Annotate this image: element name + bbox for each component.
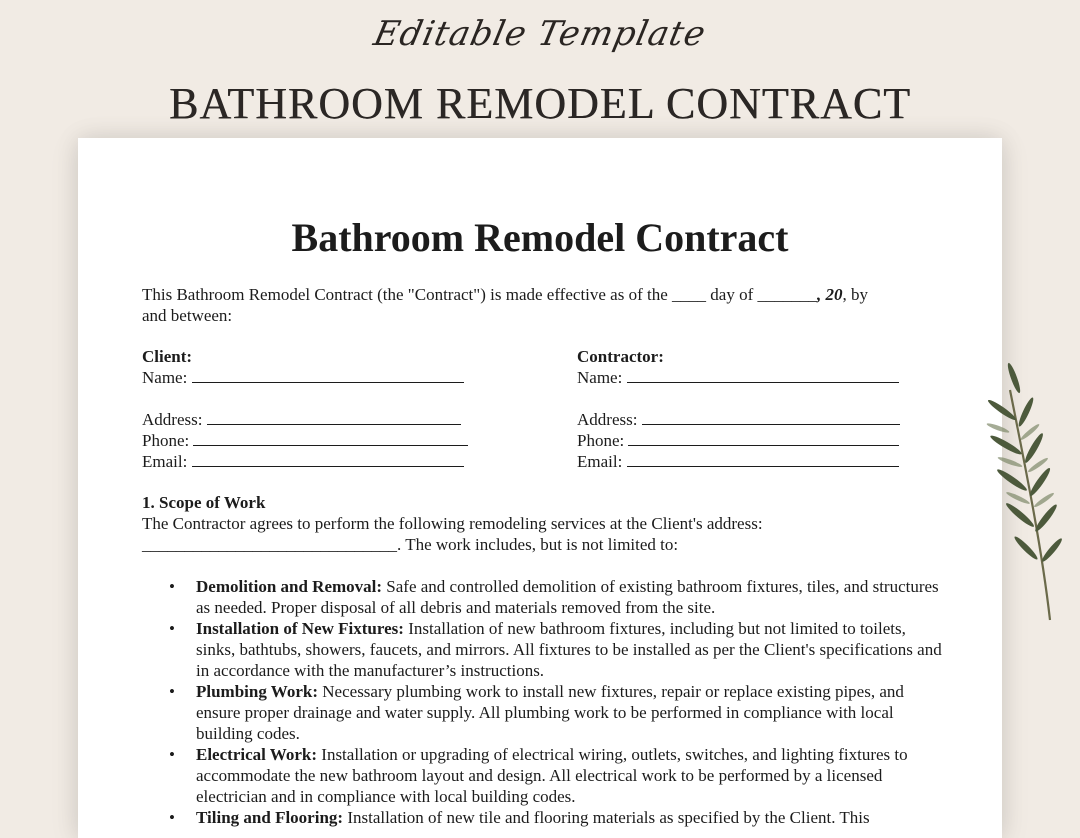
client-phone-field[interactable] xyxy=(193,431,468,446)
client-name-row xyxy=(142,367,502,388)
client-phone-label: Phone: xyxy=(142,431,190,450)
client-address-label: Address: xyxy=(142,410,203,429)
scope-heading: 1. Scope of Work xyxy=(142,493,266,512)
contractor-phone-row xyxy=(577,430,937,451)
bullet-dot-icon: • xyxy=(169,682,175,701)
bullet-dot-icon: • xyxy=(169,619,175,638)
client-heading: Client: xyxy=(142,347,193,366)
bullet-text: Installation of new bathroom fixtures, including but not limited to toilets, sinks, bathtubs, showers, faucets, and mirrors. All fixtures to be installed as per the Client's specifications and in accordance with the manufacturer’s instructions. xyxy=(196,619,942,680)
list-item xyxy=(142,576,942,618)
contractor-email-row xyxy=(577,451,937,472)
contractor-phone-label: Phone: xyxy=(577,431,625,450)
contractor-block xyxy=(577,346,937,472)
bullet-text: Safe and controlled demolition of existing bathroom fixtures, tiles, and structures as needed. Proper disposal of all debris and materials removed from the site. xyxy=(196,577,939,617)
document-title: Bathroom Remodel Contract xyxy=(291,215,789,260)
banner-main-title: BATHROOM REMODEL CONTRACT xyxy=(168,79,912,128)
bullet-text: Necessary plumbing work to install new fixtures, repair or replace existing pipes, and ensure proper drainage and water supply. All plumbing work to be performed in compliance with local building codes. xyxy=(196,682,904,743)
list-item xyxy=(142,744,942,807)
contractor-name-label: Name: xyxy=(577,368,623,387)
contractor-name-field[interactable] xyxy=(627,368,899,383)
list-item xyxy=(142,807,942,828)
scope-section xyxy=(142,492,932,555)
client-email-label: Email: xyxy=(142,452,188,471)
contractor-phone-field[interactable] xyxy=(628,431,899,446)
contractor-address-label: Address: xyxy=(577,410,638,429)
intro-year: , 20 xyxy=(816,285,843,304)
banner-script-title: Editable Template xyxy=(370,14,710,54)
contractor-heading: Contractor: xyxy=(577,347,664,366)
intro-line1: This Bathroom Remodel Contract (the "Contract") is made effective as of the ____ day of _______ xyxy=(142,285,817,304)
contractor-name-row xyxy=(577,367,937,388)
bullet-dot-icon: • xyxy=(169,745,175,764)
intro-line2: and between: xyxy=(142,306,233,325)
scope-line2: ______________________________. The work includes, but is not limited to: xyxy=(142,535,679,554)
client-name-label: Name: xyxy=(142,368,188,387)
contractor-address-field[interactable] xyxy=(642,410,900,425)
list-item xyxy=(142,618,942,681)
bullet-dot-icon: • xyxy=(169,577,175,596)
scope-line1: The Contractor agrees to perform the following remodeling services at the Client's address: xyxy=(142,514,763,533)
bullet-label: Electrical Work: xyxy=(196,745,318,764)
client-block xyxy=(142,346,502,472)
list-item xyxy=(142,681,942,744)
contractor-email-label: Email: xyxy=(577,452,623,471)
scope-bullet-list xyxy=(142,576,942,828)
bullet-label: Plumbing Work: xyxy=(196,682,319,701)
client-phone-row xyxy=(142,430,502,451)
bullet-label: Tiling and Flooring: xyxy=(196,808,344,827)
client-address-field[interactable] xyxy=(207,410,461,425)
bullet-text: Installation of new tile and flooring materials as specified by the Client. This xyxy=(343,808,870,827)
contractor-email-field[interactable] xyxy=(627,452,899,467)
client-email-field[interactable] xyxy=(192,452,464,467)
contractor-address-row xyxy=(577,409,937,430)
bullet-text: Installation or upgrading of electrical wiring, outlets, switches, and lighting fixtures to accommodate the new bathroom layout and design. All electrical work to be performed by a licensed electrician and in compliance with local building codes. xyxy=(196,745,908,806)
intro-by: , by xyxy=(842,285,868,304)
client-name-field[interactable] xyxy=(192,368,464,383)
intro-paragraph xyxy=(142,284,932,326)
client-address-row xyxy=(142,409,502,430)
client-email-row xyxy=(142,451,502,472)
bullet-label: Installation of New Fixtures: xyxy=(196,619,404,638)
bullet-dot-icon: • xyxy=(169,808,175,827)
rosemary-sprig-decoration xyxy=(980,350,1080,630)
document-page xyxy=(78,138,1002,838)
bullet-label: Demolition and Removal: xyxy=(196,577,383,596)
